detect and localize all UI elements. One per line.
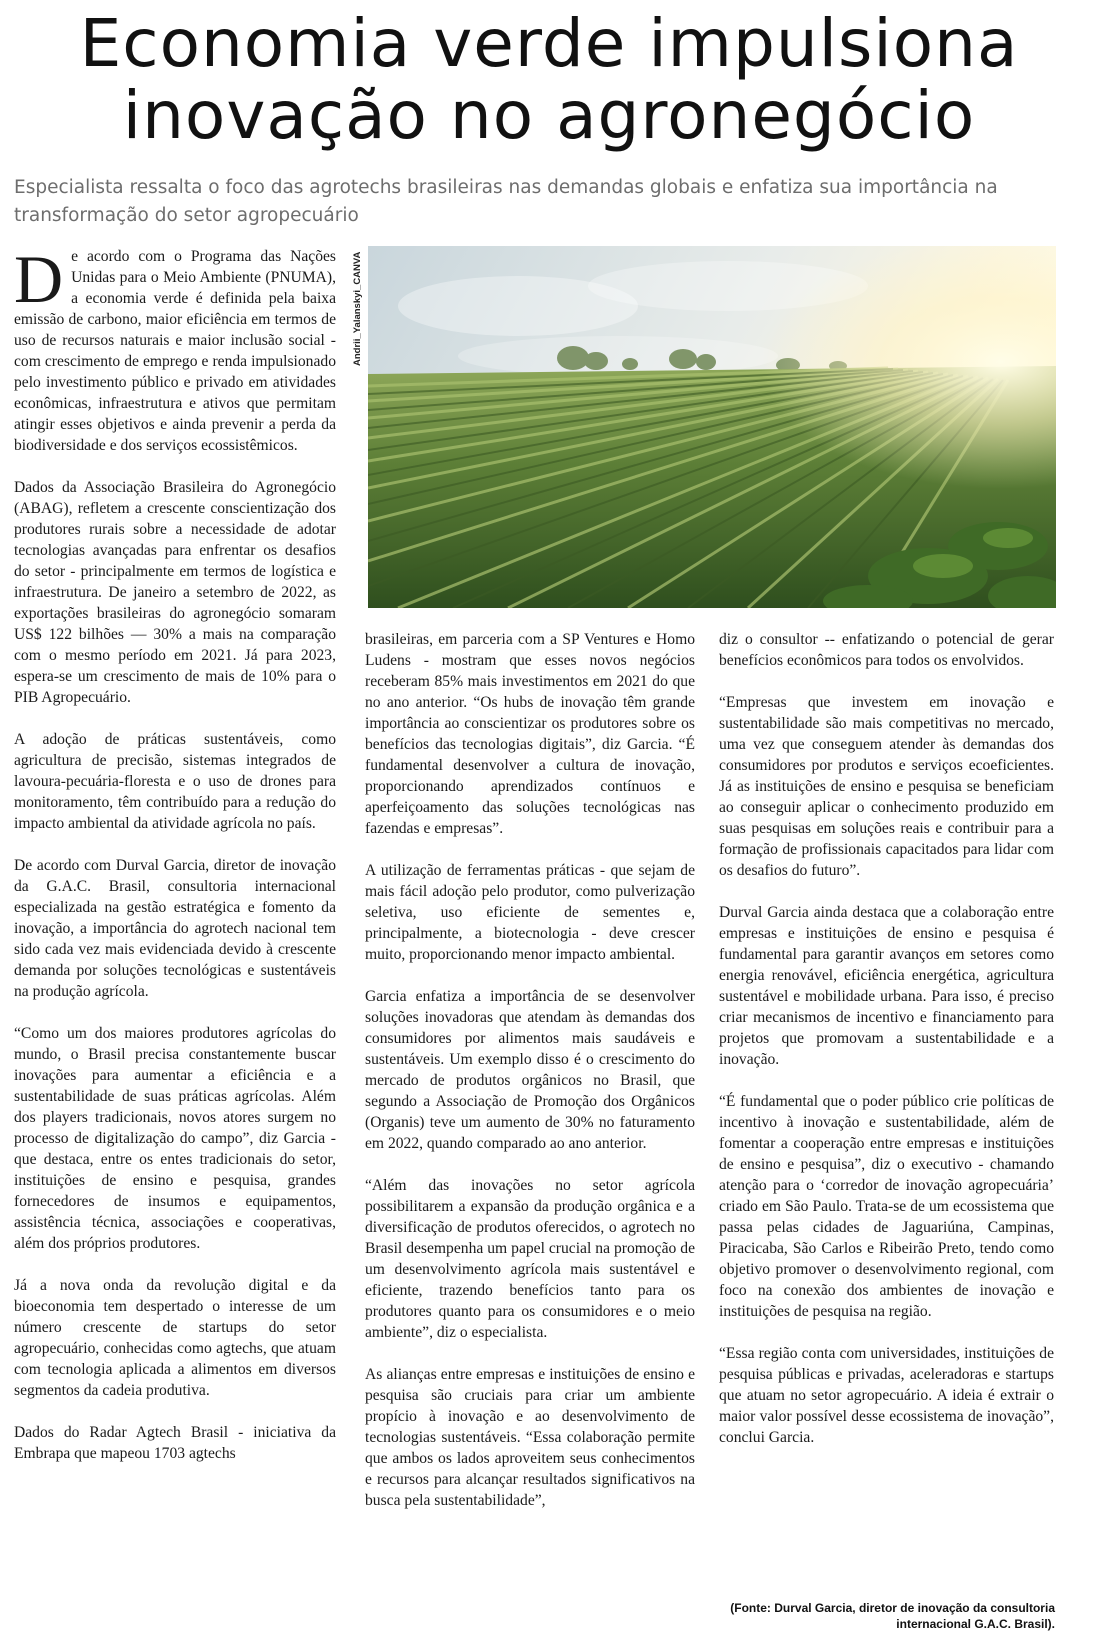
paragraph: Durval Garcia ainda destaca que a colaboração entre empresas e instituições de ensino e pesquisa é fundamental para garantir avanços em setores como energia renovável, eficiência energética, agricultura sustentável e mobilidade urbana. Para isso, é preciso criar mecanismos de incentivo e financiamento para projetos que promovam a sustentabilidade e a inovação.	[719, 904, 1054, 1068]
source-note: (Fonte: Durval Garcia, diretor de inovação da consultoria internacional G.A.C. Brasil).	[730, 1601, 1055, 1631]
headline	[0, 5, 1098, 154]
paragraph	[14, 241, 336, 456]
farm-field-photo	[368, 246, 1056, 608]
paragraph: Garcia enfatiza a importância de se desenvolver soluções inovadoras que atendam às demandas dos consumidores por alimentos mais saudáveis e sustentáveis. Um exemplo disso é o crescimento do mercado de produtos orgânicos no Brasil, que segundo a Associação de Promoção dos Orgânicos (Organis) teve um aumento de 30% no faturamento em 2022, quando comparado ao ano anterior.	[365, 988, 695, 1152]
paragraph: A utilização de ferramentas práticas - que sejam de mais fácil adoção pelo produtor, como pulverização seletiva, uso eficiente de sementes e, principalmente, a biotecnologia - deve crescer muito, proporcionando menor impacto ambiental.	[365, 862, 695, 963]
subtitle: Especialista ressalta o foco das agrotechs brasileiras nas demandas globais e enfatiza sua importância na transformação do setor agropecuário	[14, 177, 998, 226]
paragraph: Dados da Associação Brasileira do Agronegócio (ABAG), refletem a crescente conscientização dos produtores rurais sobre a necessidade de adotar tecnologias avançadas para enfrentar os desafios do setor - principalmente em termos de logística e infraestrutura. De janeiro a setembro de 2022, as exportações brasileiras do agronegócio somaram US$ 122 bilhões — 30% a mais na comparação com o mesmo período em 2021. Já para 2023, espera-se um crescimento de mais de 10% para o PIB Agropecuário.	[14, 479, 336, 706]
paragraph: “Empresas que investem em inovação e sustentabilidade são mais competitivas no mercado, uma vez que conseguem atender às demandas dos consumidores por produtos e serviços ecoeficientes. Já as instituições de ensino e pesquisa se beneficiam ao conseguir aplicar o conhecimento produzido em suas pesquisas em soluções reais e contribuir para a formação de profissionais capacitados para lidar com os desafios do futuro”.	[719, 694, 1054, 879]
paragraph: Já a nova onda da revolução digital e da bioeconomia tem despertado o interesse de um número crescente de startups do setor agropecuário, conhecidas como agtechs, que atuam com tecnologia aplicada a alimentos em diversos segmentos da cadeia produtiva.	[14, 1277, 336, 1399]
article-column-2	[365, 629, 695, 1511]
paragraph: As alianças entre empresas e instituições de ensino e pesquisa são cruciais para criar um ambiente propício à inovação e ao desenvolvimento de tecnologias sustentáveis. “Essa colaboração permite que ambos os lados aproveitem seus conhecimentos e recursos para alcançar resultados significativos na busca pela sustentabilidade”,	[365, 1366, 695, 1509]
paragraph: “Essa região conta com universidades, instituições de pesquisa públicas e privadas, aceleradoras e startups que atuam no setor agropecuário. A ideia é extrair o maior valor possível desse ecossistema de inovação”, conclui Garcia.	[719, 1345, 1054, 1446]
paragraph: De acordo com Durval Garcia, diretor de inovação da G.A.C. Brasil, consultoria internacional especializada na gestão estratégica e fomento da inovação, a importância do agrotech nacional tem sido cada vez mais evidenciada devido à crescente demanda por soluções tecnológicas e sustentáveis na produção agrícola.	[14, 857, 336, 1000]
paragraph: diz o consultor -- enfatizando o potencial de gerar benefícios econômicos para todos os envolvidos.	[719, 631, 1054, 669]
paragraph: brasileiras, em parceria com a SP Ventures e Homo Ludens - mostram que esses novos negócios receberam 85% mais investimentos em 2021 do que no ano anterior. “Os hubs de inovação têm grande importância ao conscientizar os produtores sobre os benefícios das tecnologias digitais”, diz Garcia. “É fundamental desenvolver a cultura de inovação, proporcionando aprendizados contínuos e aperfeiçoamento das soluções tecnológicas nas fazendas e empresas”.	[365, 631, 695, 837]
photo-credit: Andrii_Yalanskyi_CANVA	[352, 252, 363, 367]
article-column-1	[14, 241, 336, 1464]
paragraph: “Além das inovações no setor agrícola possibilitarem a expansão da produção orgânica e a diversificação de produtos oferecidos, o agrotech no Brasil desempenha um papel crucial na promoção de um desenvolvimento agrícola mais sustentável e eficiente, trazendo benefícios tanto para os produtores quanto para os consumidores e o meio ambiente”, diz o especialista.	[365, 1177, 695, 1341]
headline-line-2: inovação no agronegócio	[122, 77, 976, 154]
drop-cap: D	[14, 241, 64, 317]
paragraph: Dados do Radar Agtech Brasil - iniciativa da Embrapa que mapeou 1703 agtechs	[14, 1424, 336, 1462]
paragraph: “Como um dos maiores produtores agrícolas do mundo, o Brasil precisa constantemente buscar inovações para aumentar a eficiência e a sustentabilidade de suas práticas agrícolas. Além dos players tradicionais, novos atores surgem no processo de digitalização do campo”, diz Garcia - que destaca, entre os entes tradicionais do setor, instituições de ensino e pesquisa, grandes fornecedores de insumos e equipamentos, assistência técnica, associações e cooperativas, além dos próprios produtores.	[14, 1025, 336, 1252]
paragraph: “É fundamental que o poder público crie políticas de incentivo à inovação e sustentabilidade, além de fomentar a cooperação entre empresas e instituições de ensino e pesquisa”, diz o executivo - chamando atenção para o ‘corredor de inovação agropecuária’ criado em São Paulo. Trata-se de um ecossistema que passa pelas cidades de Jaguariúna, Campinas, Piracicaba, São Carlos e Ribeirão Preto, tendo como objetivo promover o desenvolvimento regional, com foco na conexão dos ambientes de inovação e instituições de pesquisa na região.	[719, 1093, 1054, 1320]
paragraph-text: e acordo com o Programa das Nações Unidas para o Meio Ambiente (PNUMA), a economia verde é definida pela baixa emissão de carbono, maior eficiência em termos de uso de recursos naturais e maior inclusão social - com crescimento de emprego e renda impulsionado pelo investimento público e privado em atividades econômicas, infraestrutura e ativos que permitam atingir esses objetivos e ainda prevenir a perda da biodiversidade e dos serviços ecossistêmicos.	[14, 248, 336, 454]
headline-line-1: Economia verde impulsiona	[79, 5, 1019, 82]
article-column-3	[719, 629, 1054, 1448]
paragraph: A adoção de práticas sustentáveis, como agricultura de precisão, sistemas integrados de lavoura-pecuária-floresta e o uso de drones para monitoramento, têm contribuído para a redução do impacto ambiental da atividade agrícola no país.	[14, 731, 336, 832]
